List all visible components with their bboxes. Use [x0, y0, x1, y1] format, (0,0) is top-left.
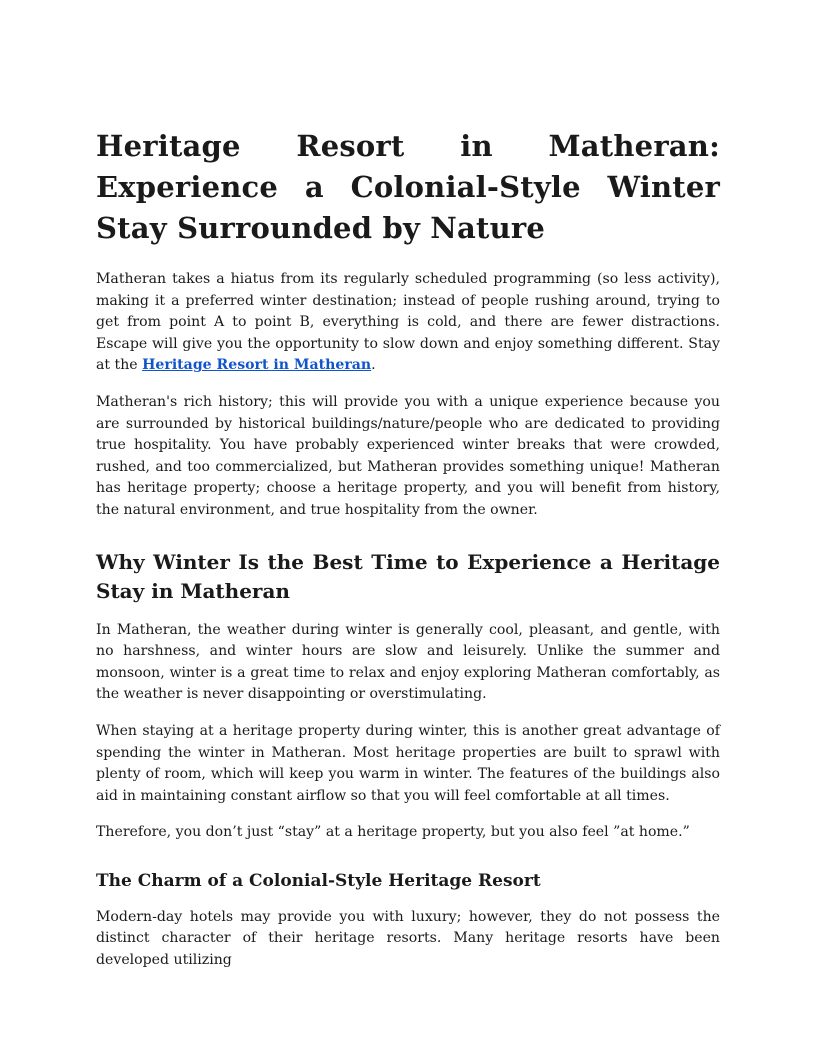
heritage-resort-link[interactable]: Heritage Resort in Matheran: [142, 357, 372, 374]
winter-paragraph-1: In Matheran, the weather during winter is generally cool, pleasant, and gentle, with no harshness, and winter hours are slow and leisurely. Unlike the summer and monsoon, winter is a great time to relax and enjoy exploring Matheran comfortably, as the weather is never disappointing or overstimulating.: [96, 621, 720, 703]
section-heading-winter: Why Winter Is the Best Time to Experience a Heritage Stay in Matheran: [96, 549, 720, 603]
section-heading-colonial: The Charm of a Colonial-Style Heritage Resort: [96, 870, 541, 891]
winter-paragraph-3: Therefore, you don’t just “stay” at a heritage property, but you also feel ”at home.”: [96, 824, 690, 841]
intro-paragraph-1: [96, 269, 720, 377]
intro-paragraph-2: Matheran's rich history; this will provide you with a unique experience because you are surrounded by historical buildings/nature/people who are dedicated to providing true hospitality. You have probably experienced winter breaks that were crowded, rushed, and too commercialized, but Matheran provides something unique! Matheran has heritage property; choose a heritage property, and you will benefit from history, the natural environment, and true hospitality from the owner.: [96, 393, 720, 518]
intro-paragraph-1-text: Matheran takes a hiatus from its regularly scheduled programming (so less activity), making it a preferred winter destination; instead of people rushing around, trying to get from point A to point B, everything is cold, and there are fewer distractions. Escape will give you the opportunity to slow down and enjoy something different. Stay at the: [96, 271, 720, 374]
intro-paragraph-1-end: .: [371, 357, 376, 374]
document-page: [96, 126, 720, 969]
colonial-paragraph-1: Modern-day hotels may provide you with luxury; however, they do not possess the distinct character of their heritage resorts. Many heritage resorts have been developed utilizing: [96, 908, 720, 969]
document-title: Heritage Resort in Matheran: Experience a Colonial-Style Winter Stay Surrounded by Nature: [96, 129, 720, 245]
winter-paragraph-2: When staying at a heritage property during winter, this is another great advantage of spending the winter in Matheran. Most heritage properties are built to sprawl with plenty of room, which will keep you warm in winter. The features of the buildings also aid in maintaining constant airflow so that you will feel comfortable at all times.: [96, 722, 720, 804]
